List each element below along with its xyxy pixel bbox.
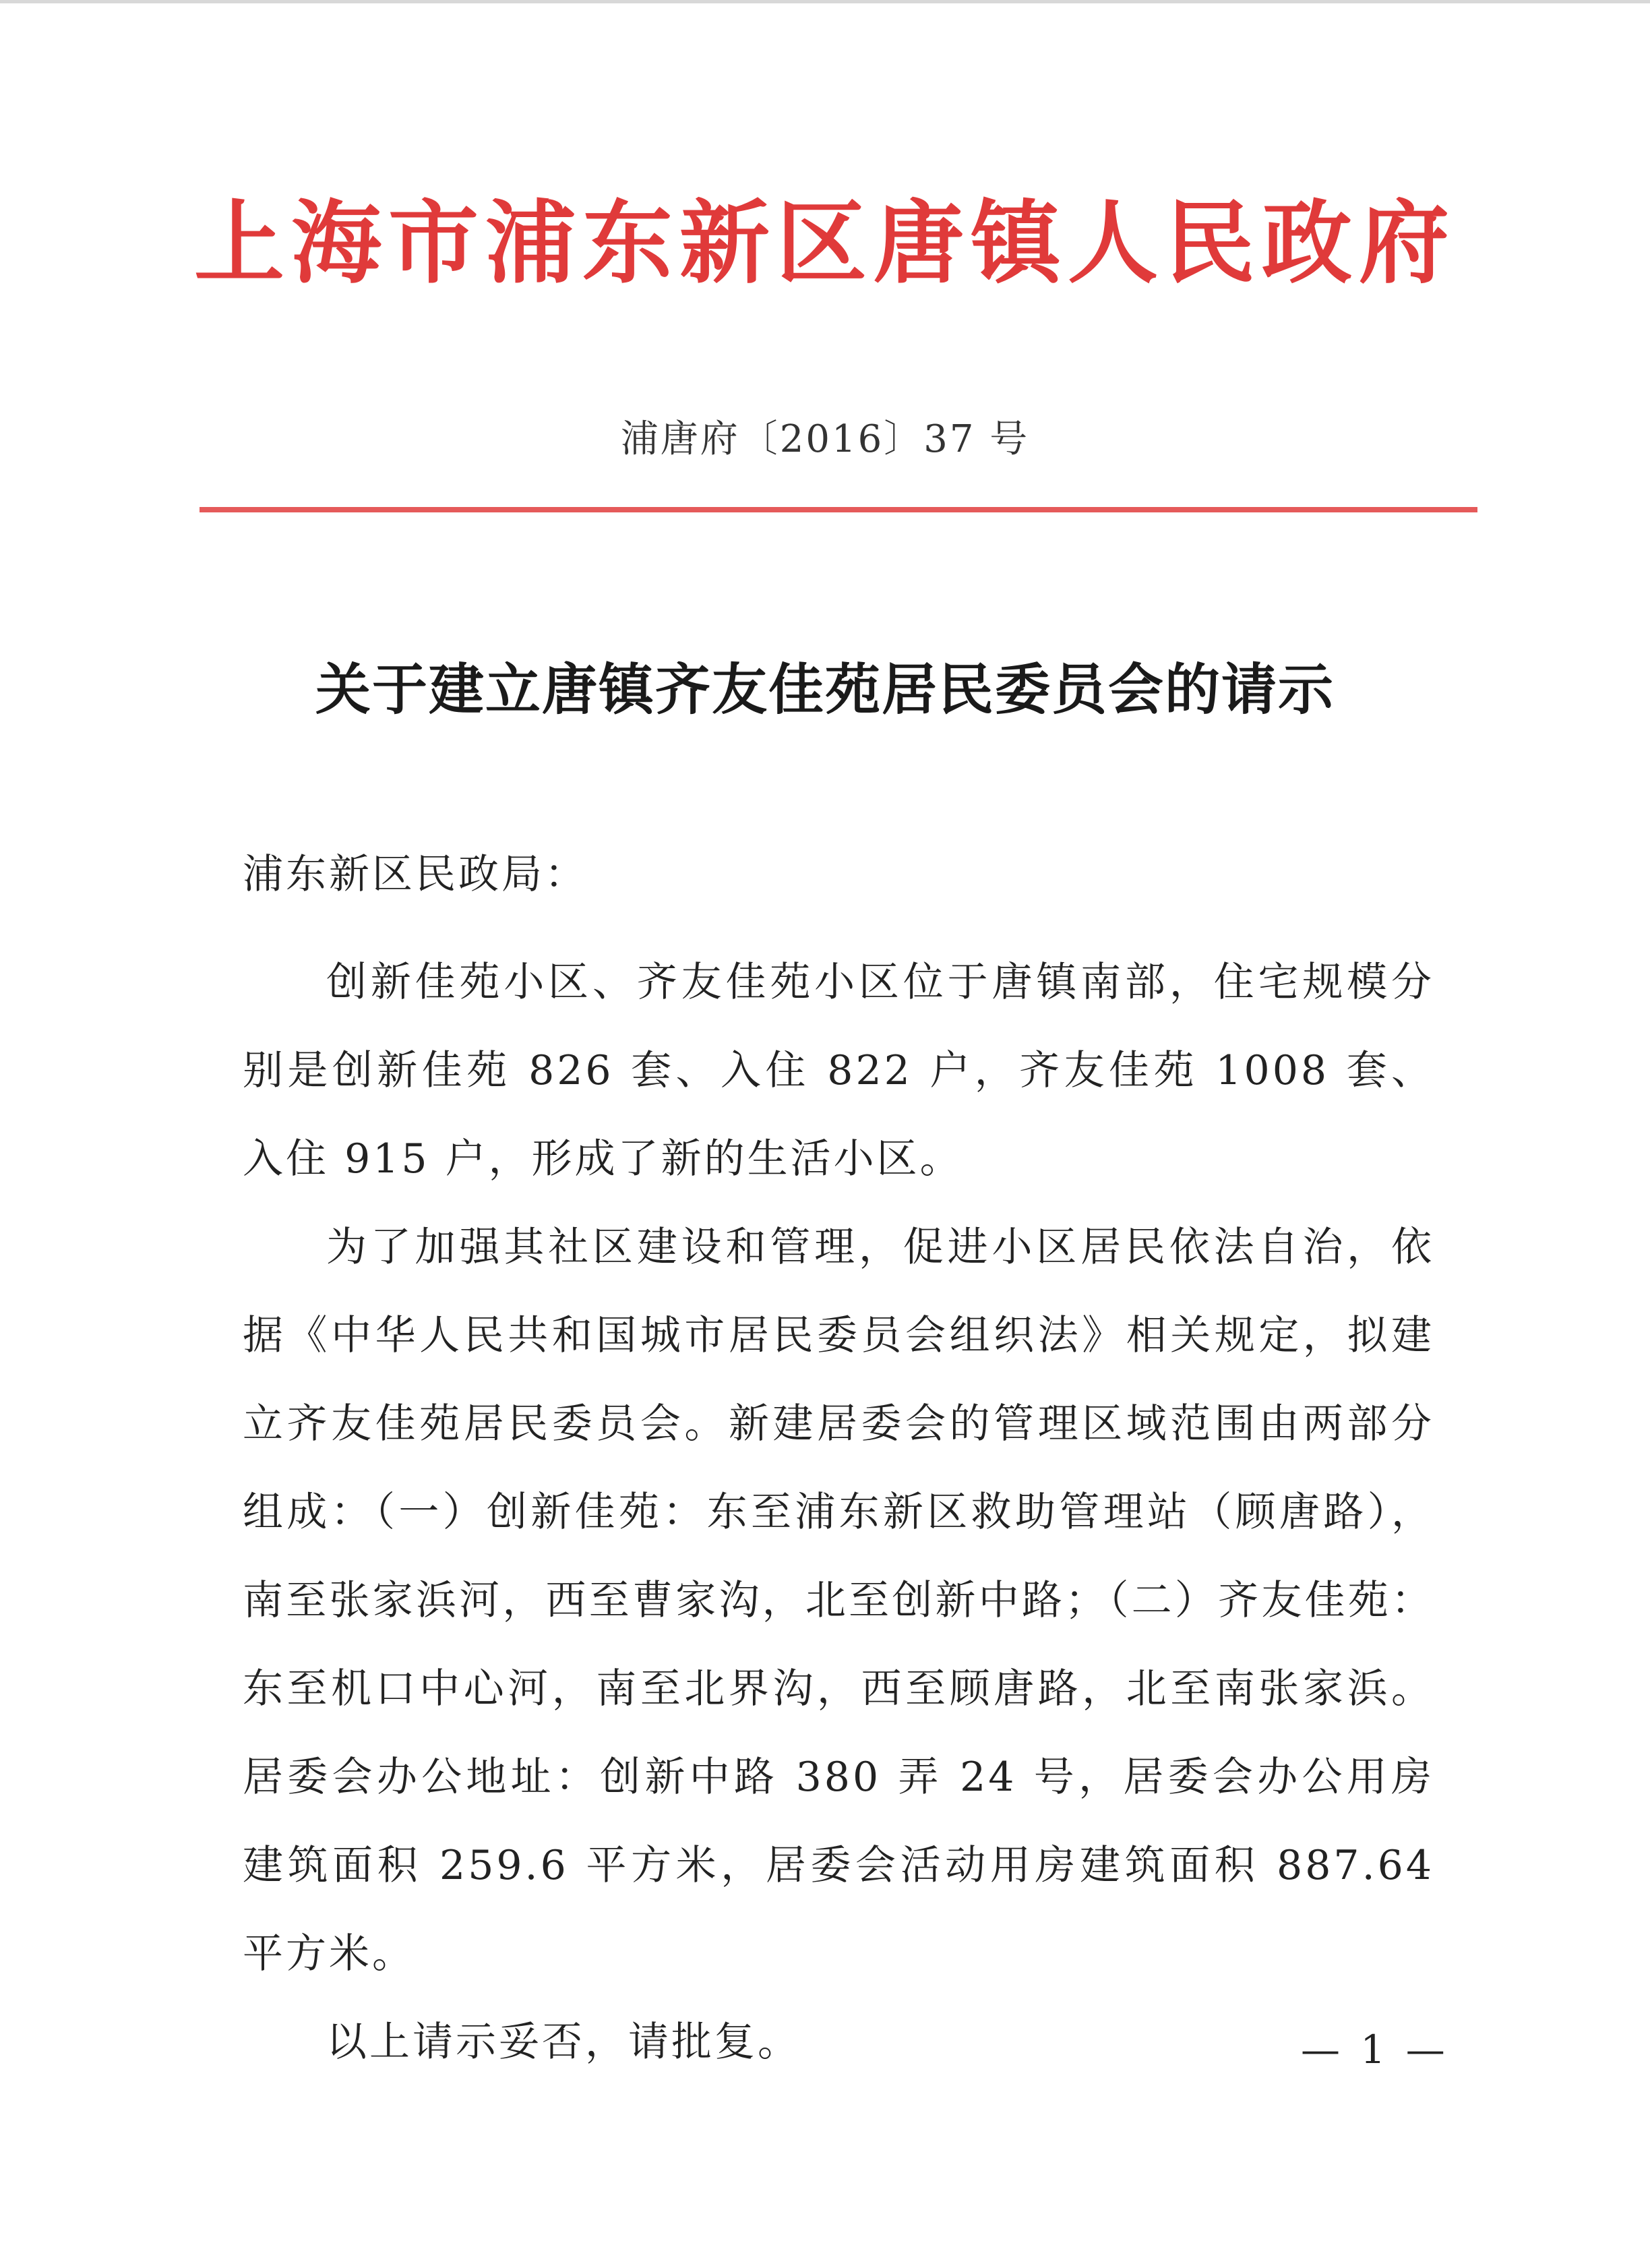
page-number: — 1 — [1301,2027,1449,2072]
scan-edge [0,0,1650,3]
document-number: 浦唐府〔2016〕37 号 [620,417,1030,461]
issuer-red-header: 上海市浦东新区唐镇人民政府 [193,189,1456,296]
document-title: 关于建立唐镇齐友佳苑居民委员会的请示 [315,657,1335,722]
body-paragraph: 为了加强其社区建设和管理，促进小区居民依法自治，依据《中华人民共和国城市居民委员会组织法》相关规定，拟建立齐友佳苑居民委员会。新建居委会的管理区域范围由两部分组成：（一）创新佳苑：东至浦东新区救助管理站（顾唐路），南至张家浜河，西至曹家沟，北至创新中路；（二）齐友佳苑：东至机口中心河，南至北界沟，西至顾唐路，北至南张家浜。居委会办公地址：创新中路 380 弄 24 号，居委会办公用房建筑面积 259.6 平方米，居委会活动用房建筑面积 887.64 平方米。 [243,1224,1434,1977]
body-paragraph: 创新佳苑小区、齐友佳苑小区位于唐镇南部，住宅规模分别是创新佳苑 826 套、入住 822 户，齐友佳苑 1008 套、入住 915 户，形成了新的生活小区。 [243,959,1434,1183]
body-paragraph: 以上请示妥否，请批复。 [326,2019,801,2066]
document-body [243,938,1434,2087]
addressee: 浦东新区民政局： [243,851,588,898]
red-separator-line [200,507,1477,512]
